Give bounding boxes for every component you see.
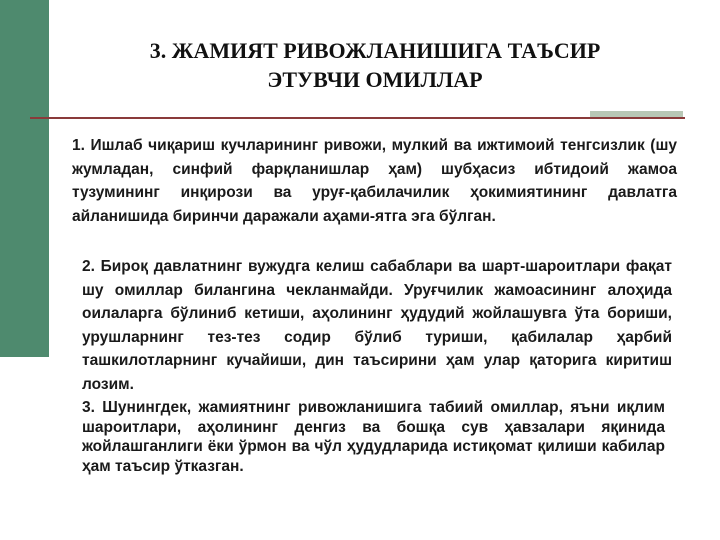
- slide-title: [60, 36, 690, 94]
- paragraph-3: 3. Шунингдек, жамиятнинг ривожланишига табиий омиллар, яъни иқлим шароитлари, аҳолининг денгиз ва бошқа сув ҳавзалари яқинида жойлашганлиги ёки ўрмон ва чўл ҳудудларида истиқомат қилиши кабилар ҳам таъсир ўтказган.: [82, 399, 665, 475]
- title-line-1: 3. ЖАМИЯТ РИВОЖЛАНИШИГА ТАЪСИР: [149, 38, 601, 63]
- side-accent-bar: [0, 0, 49, 357]
- title-divider: [30, 117, 685, 119]
- title-line-2: ЭТУВЧИ ОМИЛЛАР: [267, 67, 483, 92]
- paragraph-2: 2. Бироқ давлатнинг вужудга келиш сабаблари ва шарт-шароитлари фақат шу омиллар билангина чекланмайди. Уруғчилик жамоасининг алоҳида оилаларга бўлиниб кетиши, аҳолининг ҳудудий жойлашувга ўта бориши, урушларнинг тез-тез содир бўлиб туриши, қабилалар ҳарбий ташкилотларнинг кучайиши, дин таъсирини ҳам улар қаторига киритиш лозим.: [82, 258, 672, 393]
- paragraph-1: 1. Ишлаб чиқариш кучларининг ривожи, мулкий ва ижтимоий тенгсизлик (шу жумладан, синфий фарқланишлар ҳам) шубҳасиз ибтидоий жамоа тузумининг инқирози ва уруғ-қабилачилик ҳокимиятининг давлатга айланишида биринчи даражали аҳами-ятга эга бўлган.: [72, 137, 677, 225]
